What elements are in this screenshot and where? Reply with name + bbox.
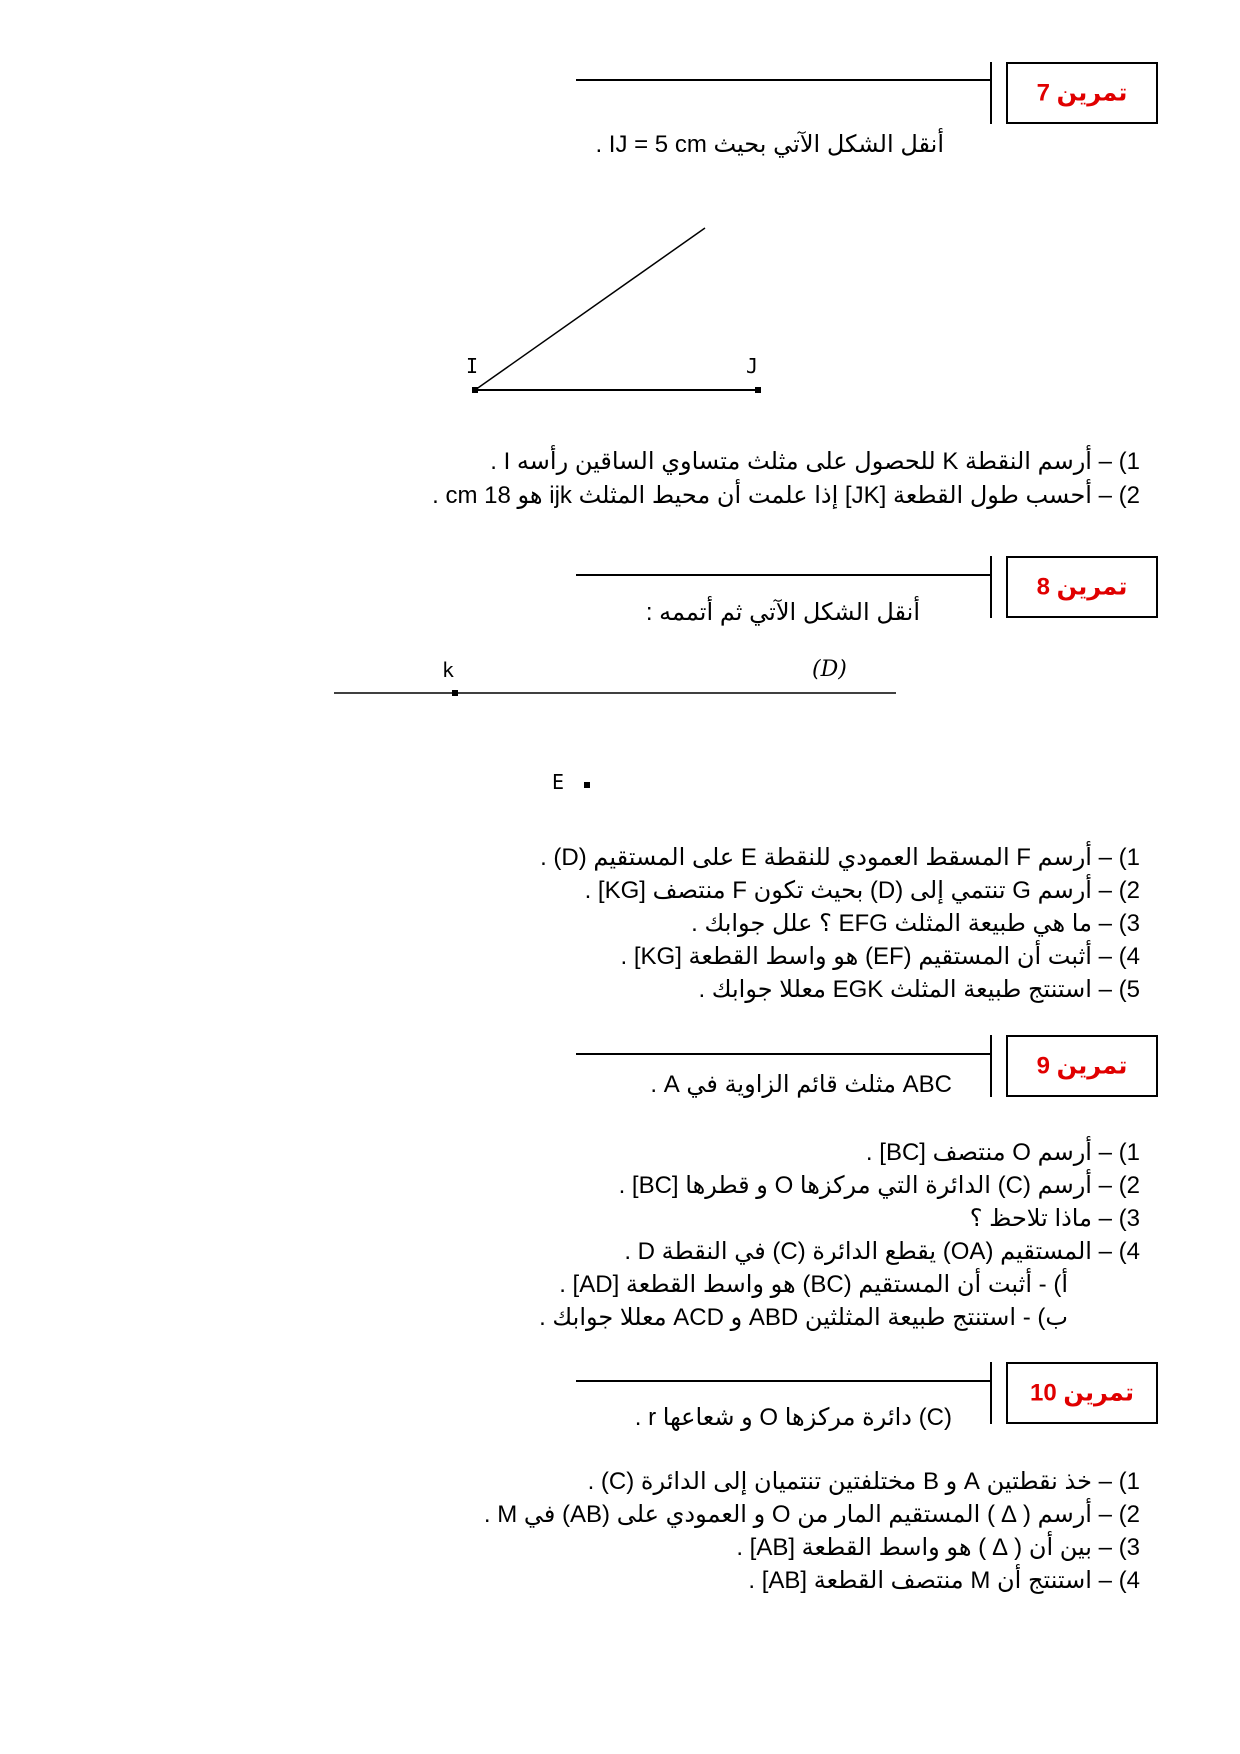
exercise-title-box [1006, 1035, 1158, 1097]
question-2: 2) – أرسم G تنتمي إلى (D) بحيث تكون F منتصف [KG] . [584, 877, 1140, 904]
point-j-marker [755, 387, 761, 393]
line-d-label: (D) [812, 657, 847, 682]
exercise-intro: أنقل الشكل الآتي ثم أتممه : [645, 599, 920, 626]
segment-ij-figure [450, 220, 770, 440]
question-1: 1) – أرسم O منتصف [BC] . [865, 1139, 1140, 1166]
question-4: 4) – المستقيم (OA) يقطع الدائرة (C) في النقطة D . [624, 1238, 1140, 1265]
question-5: 5) – استنتج طبيعة المثلث EGK معللا جوابك . [698, 976, 1140, 1003]
exercise-intro: ABC مثلث قائم الزاوية في A . [650, 1071, 952, 1098]
point-i-label: I [466, 354, 479, 378]
exercise-intro: (C) دائرة مركزها O و شعاعها r . [634, 1404, 952, 1431]
exercise-title: تمرين 10 [1029, 1379, 1134, 1407]
line-d-figure [334, 678, 914, 708]
header-divider [990, 1035, 992, 1097]
question-4: 4) – استنتج أن M منتصف القطعة [AB] . [748, 1567, 1140, 1594]
exercise-title-box [1006, 556, 1158, 618]
header-divider [990, 1362, 992, 1424]
header-rule [576, 1053, 992, 1055]
exercise-intro: أنقل الشكل الآتي بحيث IJ = 5 cm . [595, 131, 944, 158]
question-3: 3) – بين أن ( ∆ ) هو واسط القطعة [AB] . [736, 1534, 1140, 1561]
exercise-title-box [1006, 1362, 1158, 1424]
exercise-title-box [1006, 62, 1158, 124]
header-rule [576, 79, 992, 81]
point-e-marker [584, 782, 590, 788]
oblique-line [475, 228, 705, 390]
question-4: 4) – أثبت أن المستقيم (EF) هو واسط القطعة [KG] . [620, 943, 1140, 970]
point-i-marker [472, 387, 478, 393]
header-divider [990, 62, 992, 124]
header-rule [576, 574, 992, 576]
question-3: 3) – ما هي طبيعة المثلث EFG ؟ علل جوابك . [691, 910, 1140, 937]
question-2: 2) – أرسم ( ∆ ) المستقيم المار من O و العمودي على (AB) في M . [483, 1501, 1140, 1528]
point-e-label: E [552, 770, 565, 794]
question-3: 3) – ماذا تلاحظ ؟ [969, 1205, 1140, 1232]
point-k-marker [452, 690, 458, 696]
question-1: 1) – أرسم F المسقط العمودي للنقطة E على المستقيم (D) . [540, 844, 1140, 871]
header-divider [990, 556, 992, 618]
point-k-label: k [442, 658, 455, 682]
question-1: 1) – أرسم النقطة K للحصول على مثلث متساوي الساقين رأسه I . [490, 448, 1140, 475]
exercise-title: تمرين 9 [1036, 1052, 1128, 1080]
question-4a: أ) - أثبت أن المستقيم (BC) هو واسط القطعة [AD] . [559, 1271, 1068, 1298]
question-2: 2) – أحسب طول القطعة [JK] إذا علمت أن محيط المثلث ijk هو 18 cm . [432, 482, 1140, 509]
header-rule [576, 1380, 992, 1382]
question-1: 1) – خذ نقطتين A و B مختلفتين تنتميان إلى الدائرة (C) . [587, 1468, 1140, 1495]
question-4b: ب) - استنتج طبيعة المثلثين ABD و ACD معللا جوابك . [539, 1304, 1068, 1331]
point-j-label: J [746, 354, 759, 378]
exercise-title: تمرين 8 [1036, 573, 1128, 601]
question-2: 2) – أرسم (C) الدائرة التي مركزها O و قطرها [BC] . [618, 1172, 1140, 1199]
exercise-title: تمرين 7 [1036, 79, 1128, 107]
